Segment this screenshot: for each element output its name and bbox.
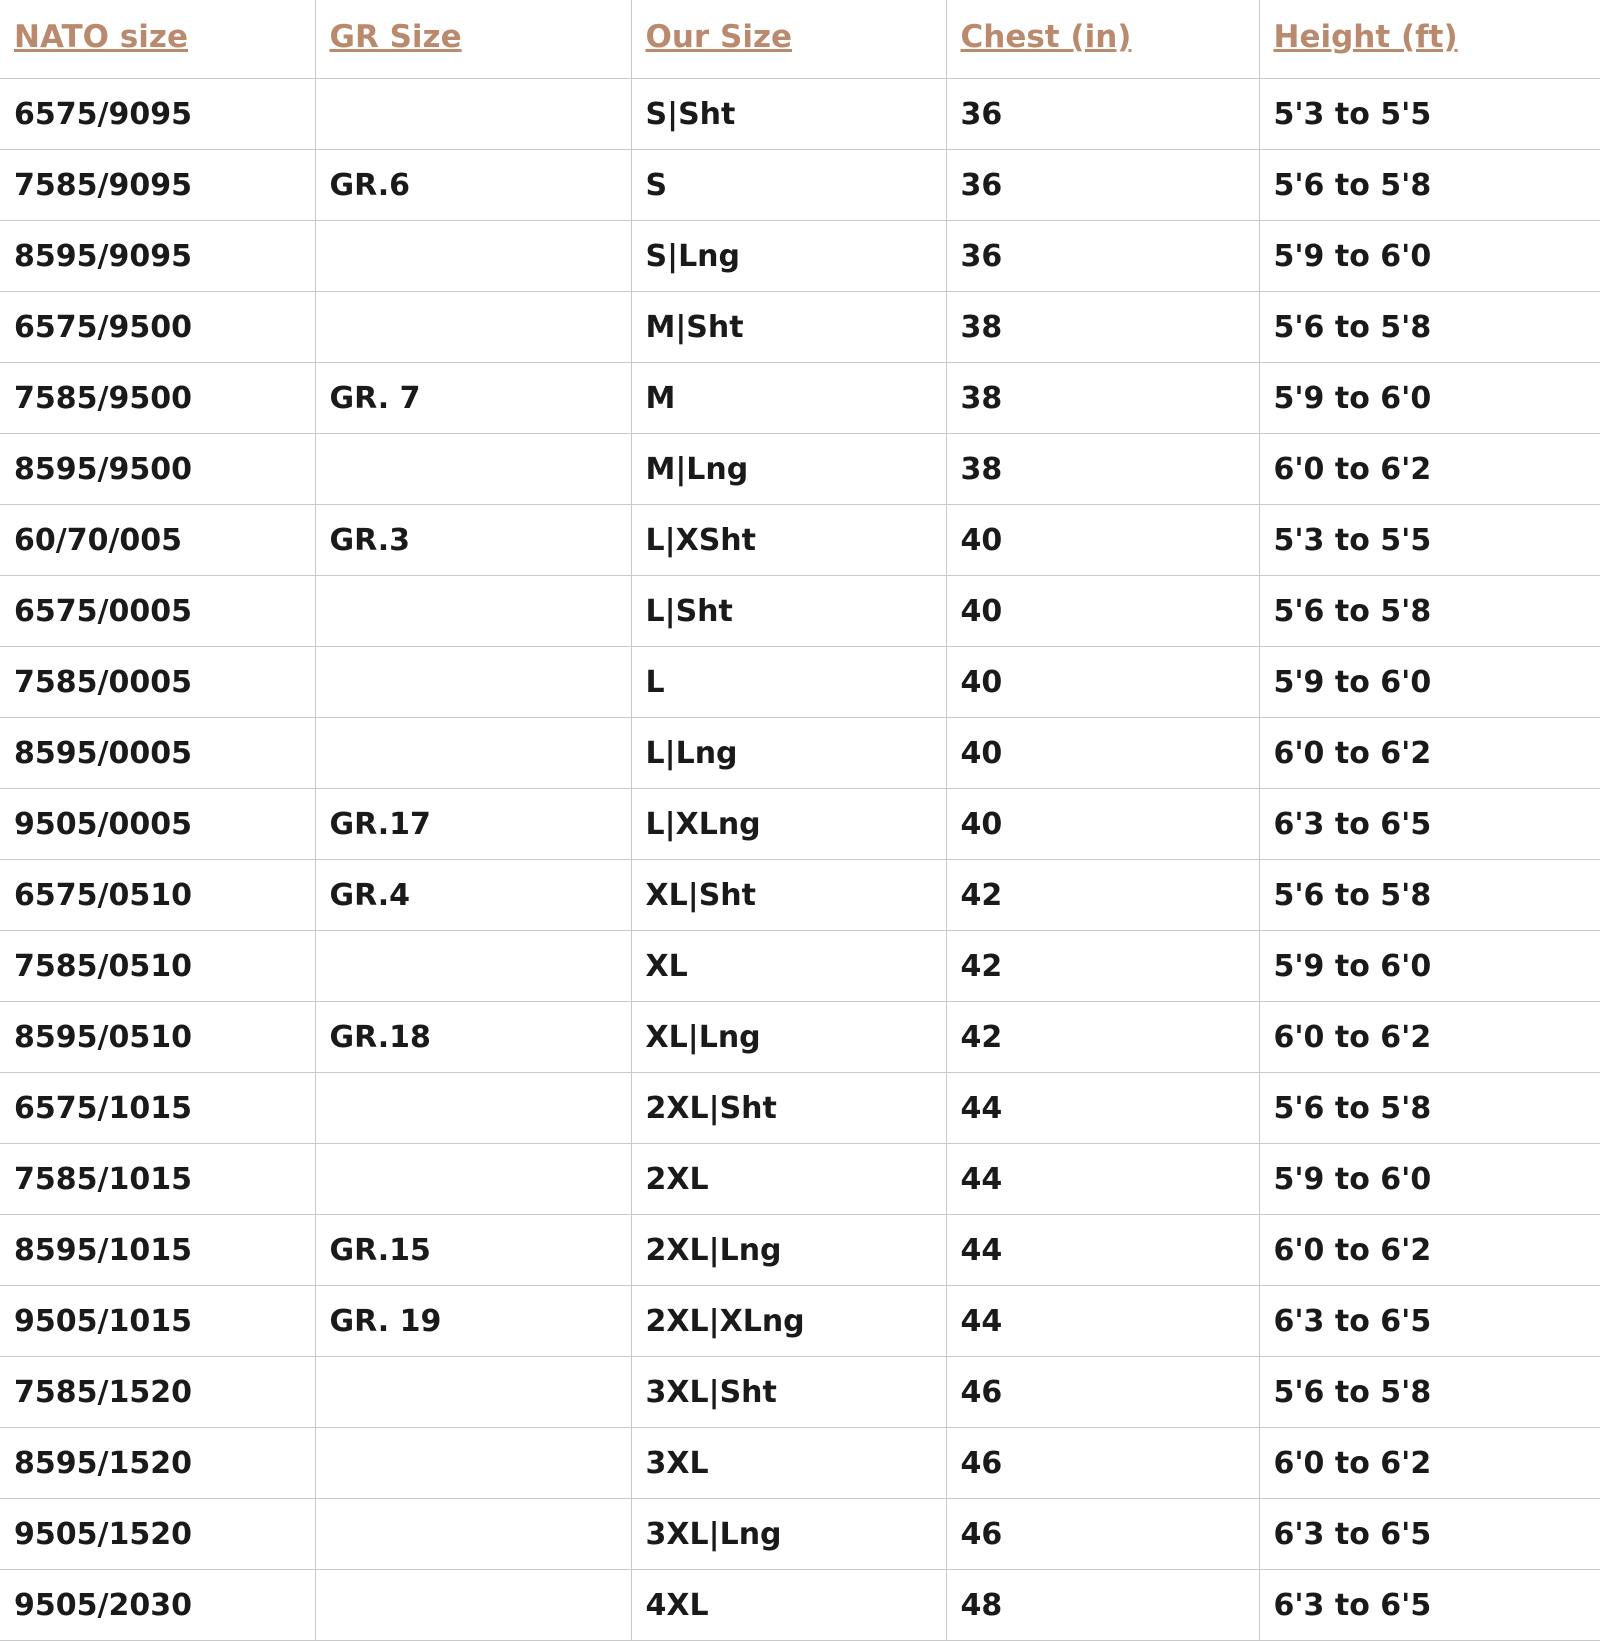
cell-our-size: M|Lng (631, 434, 946, 505)
cell-our-size: L|XLng (631, 789, 946, 860)
cell-chest: 48 (946, 1570, 1259, 1641)
cell-chest: 42 (946, 860, 1259, 931)
cell-nato-size: 7585/1015 (0, 1144, 315, 1215)
table-row (0, 434, 1600, 505)
cell-our-size: S|Lng (631, 221, 946, 292)
cell-nato-size: 9505/0005 (0, 789, 315, 860)
column-header-gr-size: GR Size (315, 0, 631, 79)
cell-nato-size: 6575/0005 (0, 576, 315, 647)
cell-height: 6'0 to 6'2 (1259, 718, 1600, 789)
table-row (0, 505, 1600, 576)
cell-nato-size: 7585/9095 (0, 150, 315, 221)
cell-height: 5'3 to 5'5 (1259, 79, 1600, 150)
cell-height: 5'9 to 6'0 (1259, 931, 1600, 1002)
cell-gr-size (315, 931, 631, 1002)
cell-our-size: 2XL|Lng (631, 1215, 946, 1286)
cell-gr-size: GR. 19 (315, 1286, 631, 1357)
cell-gr-size: GR. 7 (315, 363, 631, 434)
cell-chest: 38 (946, 292, 1259, 363)
table-row (0, 1428, 1600, 1499)
cell-our-size: L (631, 647, 946, 718)
column-header-nato-size: NATO size (0, 0, 315, 79)
cell-gr-size (315, 79, 631, 150)
cell-gr-size (315, 292, 631, 363)
cell-height: 6'3 to 6'5 (1259, 789, 1600, 860)
cell-our-size: XL|Sht (631, 860, 946, 931)
cell-chest: 40 (946, 576, 1259, 647)
cell-nato-size: 9505/2030 (0, 1570, 315, 1641)
cell-height: 6'0 to 6'2 (1259, 1428, 1600, 1499)
table-row (0, 1073, 1600, 1144)
cell-height: 5'9 to 6'0 (1259, 1144, 1600, 1215)
cell-our-size: L|XSht (631, 505, 946, 576)
cell-our-size: 2XL (631, 1144, 946, 1215)
cell-chest: 44 (946, 1144, 1259, 1215)
cell-height: 5'6 to 5'8 (1259, 1073, 1600, 1144)
cell-gr-size: GR.6 (315, 150, 631, 221)
cell-chest: 44 (946, 1215, 1259, 1286)
cell-nato-size: 9505/1520 (0, 1499, 315, 1570)
cell-gr-size (315, 1570, 631, 1641)
table-row (0, 1215, 1600, 1286)
cell-gr-size: GR.15 (315, 1215, 631, 1286)
cell-chest: 46 (946, 1428, 1259, 1499)
cell-our-size: L|Sht (631, 576, 946, 647)
cell-height: 6'3 to 6'5 (1259, 1499, 1600, 1570)
cell-chest: 38 (946, 363, 1259, 434)
column-header-height-ft: Height (ft) (1259, 0, 1600, 79)
cell-our-size: 2XL|XLng (631, 1286, 946, 1357)
column-header-our-size: Our Size (631, 0, 946, 79)
cell-chest: 44 (946, 1073, 1259, 1144)
cell-nato-size: 6575/0510 (0, 860, 315, 931)
cell-chest: 40 (946, 505, 1259, 576)
cell-chest: 36 (946, 150, 1259, 221)
cell-chest: 42 (946, 931, 1259, 1002)
cell-chest: 46 (946, 1357, 1259, 1428)
cell-chest: 40 (946, 718, 1259, 789)
cell-nato-size: 8595/0005 (0, 718, 315, 789)
cell-our-size: 4XL (631, 1570, 946, 1641)
cell-gr-size (315, 1144, 631, 1215)
cell-gr-size: GR.3 (315, 505, 631, 576)
table-row (0, 363, 1600, 434)
cell-nato-size: 7585/1520 (0, 1357, 315, 1428)
cell-our-size: M (631, 363, 946, 434)
cell-gr-size (315, 1499, 631, 1570)
table-row (0, 789, 1600, 860)
cell-nato-size: 8595/1520 (0, 1428, 315, 1499)
cell-nato-size: 6575/9500 (0, 292, 315, 363)
table-row (0, 292, 1600, 363)
table-row (0, 647, 1600, 718)
cell-our-size: XL (631, 931, 946, 1002)
cell-chest: 46 (946, 1499, 1259, 1570)
cell-chest: 38 (946, 434, 1259, 505)
table-row (0, 931, 1600, 1002)
cell-our-size: 2XL|Sht (631, 1073, 946, 1144)
table-header-row (0, 0, 1600, 79)
table-row (0, 576, 1600, 647)
cell-gr-size (315, 1073, 631, 1144)
table-row (0, 1357, 1600, 1428)
cell-height: 5'3 to 5'5 (1259, 505, 1600, 576)
cell-our-size: L|Lng (631, 718, 946, 789)
cell-nato-size: 6575/1015 (0, 1073, 315, 1144)
cell-height: 6'0 to 6'2 (1259, 1002, 1600, 1073)
cell-height: 5'6 to 5'8 (1259, 1357, 1600, 1428)
table-row (0, 150, 1600, 221)
cell-height: 5'6 to 5'8 (1259, 150, 1600, 221)
cell-height: 5'9 to 6'0 (1259, 221, 1600, 292)
table-row (0, 1499, 1600, 1570)
cell-chest: 40 (946, 647, 1259, 718)
cell-nato-size: 6575/9095 (0, 79, 315, 150)
cell-height: 6'0 to 6'2 (1259, 1215, 1600, 1286)
cell-height: 5'9 to 6'0 (1259, 647, 1600, 718)
table-row (0, 718, 1600, 789)
cell-gr-size: GR.4 (315, 860, 631, 931)
table-row (0, 1002, 1600, 1073)
column-header-chest-in: Chest (in) (946, 0, 1259, 79)
cell-our-size: M|Sht (631, 292, 946, 363)
cell-gr-size (315, 576, 631, 647)
table-row (0, 860, 1600, 931)
cell-gr-size (315, 434, 631, 505)
table-row (0, 1144, 1600, 1215)
cell-our-size: XL|Lng (631, 1002, 946, 1073)
table-row (0, 79, 1600, 150)
cell-nato-size: 7585/0510 (0, 931, 315, 1002)
cell-height: 5'6 to 5'8 (1259, 860, 1600, 931)
cell-our-size: 3XL|Lng (631, 1499, 946, 1570)
cell-chest: 36 (946, 221, 1259, 292)
cell-nato-size: 7585/9500 (0, 363, 315, 434)
cell-chest: 36 (946, 79, 1259, 150)
table-row (0, 1570, 1600, 1641)
cell-chest: 42 (946, 1002, 1259, 1073)
table-row (0, 1286, 1600, 1357)
cell-height: 6'0 to 6'2 (1259, 434, 1600, 505)
cell-gr-size: GR.17 (315, 789, 631, 860)
cell-height: 5'6 to 5'8 (1259, 292, 1600, 363)
cell-gr-size: GR.18 (315, 1002, 631, 1073)
cell-height: 5'6 to 5'8 (1259, 576, 1600, 647)
cell-gr-size (315, 221, 631, 292)
cell-chest: 40 (946, 789, 1259, 860)
cell-gr-size (315, 647, 631, 718)
table-row (0, 221, 1600, 292)
cell-nato-size: 8595/9095 (0, 221, 315, 292)
cell-height: 6'3 to 6'5 (1259, 1570, 1600, 1641)
cell-gr-size (315, 718, 631, 789)
cell-our-size: S|Sht (631, 79, 946, 150)
cell-height: 6'3 to 6'5 (1259, 1286, 1600, 1357)
cell-nato-size: 8595/0510 (0, 1002, 315, 1073)
cell-our-size: S (631, 150, 946, 221)
cell-nato-size: 60/70/005 (0, 505, 315, 576)
table-body (0, 79, 1600, 1641)
cell-height: 5'9 to 6'0 (1259, 363, 1600, 434)
cell-nato-size: 7585/0005 (0, 647, 315, 718)
cell-nato-size: 8595/9500 (0, 434, 315, 505)
cell-chest: 44 (946, 1286, 1259, 1357)
cell-nato-size: 9505/1015 (0, 1286, 315, 1357)
cell-gr-size (315, 1428, 631, 1499)
cell-our-size: 3XL|Sht (631, 1357, 946, 1428)
cell-our-size: 3XL (631, 1428, 946, 1499)
cell-nato-size: 8595/1015 (0, 1215, 315, 1286)
cell-gr-size (315, 1357, 631, 1428)
